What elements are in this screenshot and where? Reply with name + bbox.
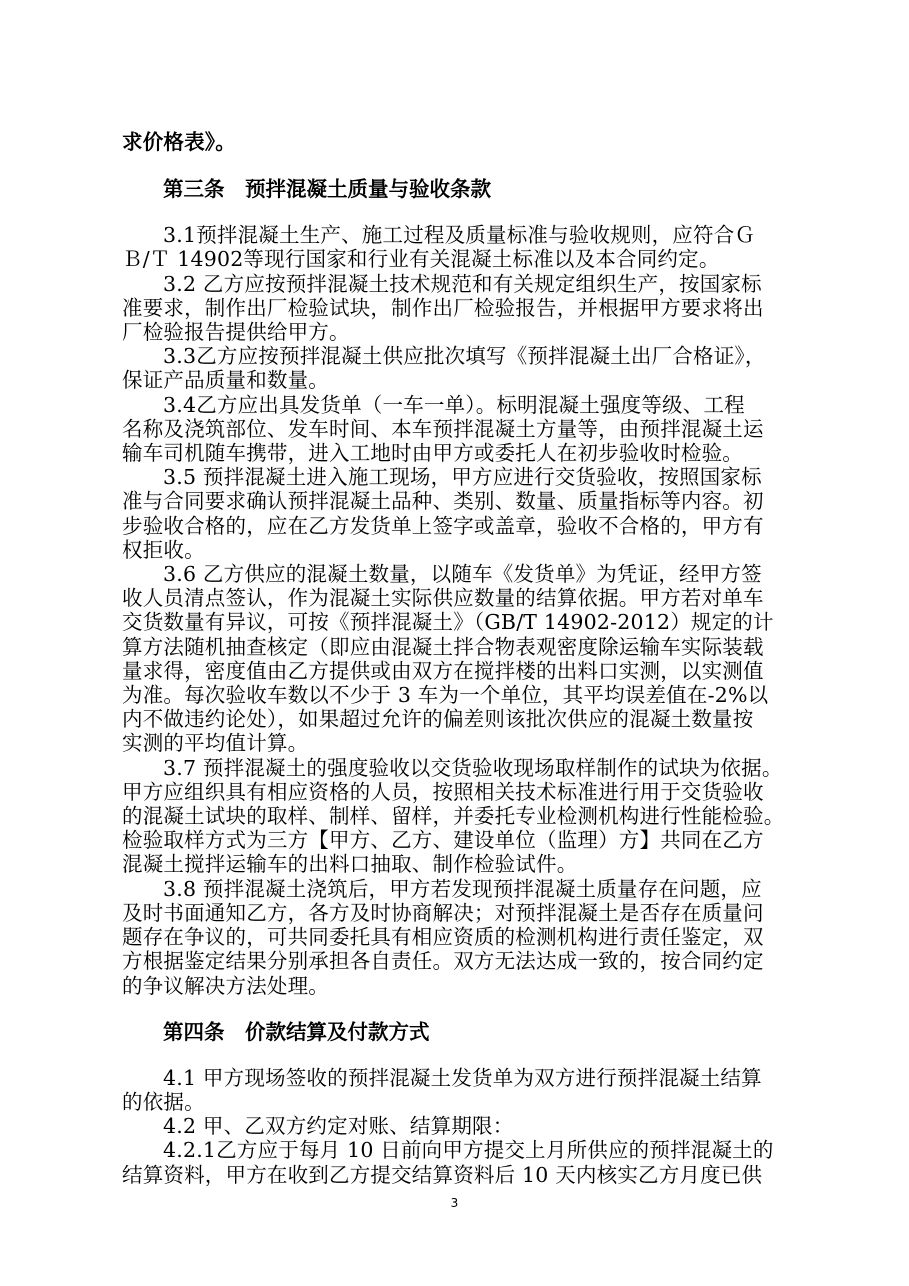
clause-3-7: 3.7 预拌混凝土的强度验收以交货验收现场取样制作的试块为依据。 [163,755,783,780]
section-heading-article-4: 第四条 价款结算及付款方式 [163,1019,430,1044]
text-line: 输车司机随车携带，进入工地时由甲方或委托人在初步验收时检验。 [122,441,743,466]
text-line: Ｂ/Ｔ 14902等现行国家和行业有关混凝土标准以及本合同约定。 [122,247,720,272]
text-line: 量求得，密度值由乙方提供或由双方在搅拌楼的出料口实测，以实测值 [122,658,764,683]
text-line: 甲方应组织具有相应资格的人员，按照相关技术标准进行用于交货验收 [122,779,764,804]
clause-3-2: 3.2 乙方应按预拌混凝土技术规范和有关规定组织生产，按国家标 [163,271,762,296]
text-line: 混凝土搅拌运输车的出料口抽取、制作检验试件。 [122,852,578,877]
text-line: 名称及浇筑部位、发车时间、本车预拌混凝土方量等，由预拌混凝土运 [122,416,764,441]
clause-4-1: 4.1 甲方现场签收的预拌混凝土发货单为双方进行预拌混凝土结算 [163,1065,762,1090]
text-line: 步验收合格的，应在乙方发货单上签字或盖章，验收不合格的，甲方有 [122,513,764,538]
clause-4-2-1: 4.2.1乙方应于每月 10 日前向甲方提交上月所供应的预拌混凝土的 [163,1138,774,1163]
text-line: 保证产品质量和数量。 [122,368,329,393]
text-line: 的争议解决方法处理。 [122,973,329,998]
section-heading-article-3: 第三条 预拌混凝土质量与验收条款 [163,177,491,202]
clause-3-6: 3.6 乙方供应的混凝土数量，以随车《发货单》为凭证，经甲方签 [163,562,762,587]
text-line: 交货数量有异议，可按《预拌混凝土》（GB/T 14902-2012）规定的计 [122,610,774,635]
text-line: 求价格表》。 [122,130,236,154]
text-line: 收人员清点签认，作为混凝土实际供应数量的结算依据。甲方若对单车 [122,586,764,611]
text-line: 的依据。 [122,1089,205,1114]
text-line: 题存在争议的，可共同委托具有相应资质的检测机构进行责任鉴定，双 [122,925,764,950]
text-line: 为准。每次验收车数以不少于 3 车为一个单位，其平均误差值在-2%以 [122,683,769,708]
clause-3-1: 3.1预拌混凝土生产、施工过程及质量标准与验收规则，应符合Ｇ [163,223,756,248]
clause-3-5: 3.5 预拌混凝土进入施工现场，甲方应进行交货验收，按照国家标 [163,465,762,490]
clause-3-4: 3.4乙方应出具发货单（一车一单）。标明混凝土强度等级、工程 [163,392,745,417]
document-body [122,130,792,1187]
clause-3-8: 3.8 预拌混凝土浇筑后，甲方若发现预拌混凝土质量存在问题，应 [163,876,762,901]
text-line: 内不做违约论处），如果超过允许的偏差则该批次供应的混凝土数量按 [122,707,754,732]
text-line: 实测的平均值计算。 [122,731,309,756]
text-line: 准与合同要求确认预拌混凝土品种、类别、数量、质量指标等内容。初 [122,489,764,514]
text-line: 算方法随机抽查核定（即应由混凝土拌合物表观密度除运输车实际装载 [122,634,764,659]
clause-3-3: 3.3乙方应按预拌混凝土供应批次填写《预拌混凝土出厂合格证》， [163,344,766,369]
text-line: 权拒收。 [122,537,205,562]
text-line: 的混凝土试块的取样、制样、留样，并委托专业检测机构进行性能检验。 [122,804,785,829]
page-number: 3 [450,1196,459,1210]
text-line: 厂检验报告提供给甲方。 [122,320,350,345]
text-line: 方根据鉴定结果分别承担各自责任。双方无法达成一致的，按合同约定 [122,949,764,974]
text-line: 准要求，制作出厂检验试块，制作出厂检验报告，并根据甲方要求将出 [122,295,764,320]
text-line: 及时书面通知乙方，各方及时协商解决；对预拌混凝土是否存在质量问 [122,900,764,925]
text-line: 结算资料，甲方在收到乙方提交结算资料后 10 天内核实乙方月度已供 [122,1162,763,1187]
clause-4-2: 4.2 甲、乙双方约定对账、结算期限： [163,1114,514,1139]
text-line: 检验取样方式为三方【甲方、乙方、建设单位（监理）方】共同在乙方 [122,828,764,853]
